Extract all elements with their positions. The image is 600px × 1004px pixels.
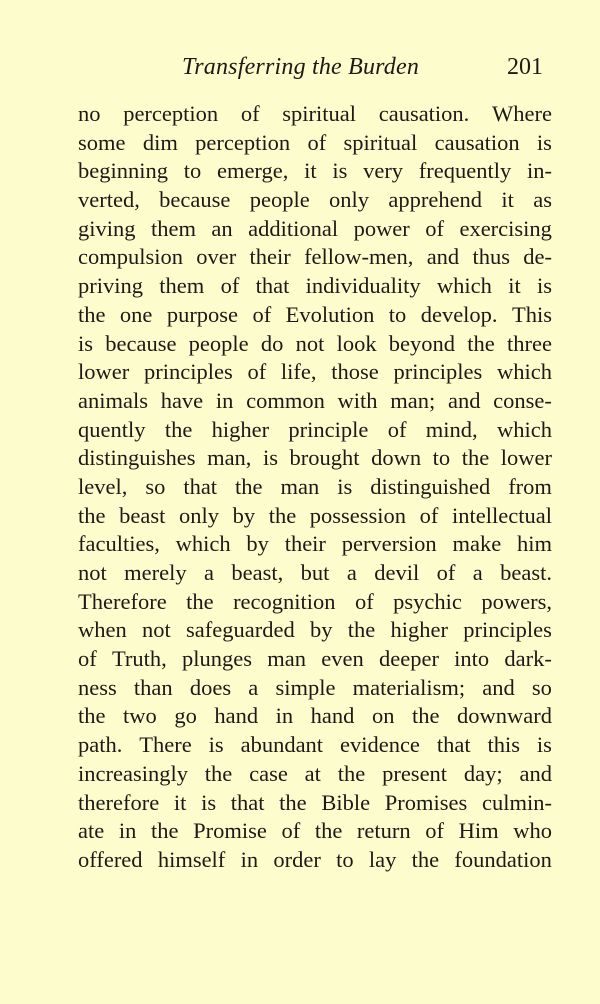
- text-line: path. There is abundant evidence that this is: [78, 732, 552, 758]
- text-line: faculties, which by their perversion make him: [78, 531, 552, 557]
- text-line: the one purpose of Evolution to develop. This: [78, 301, 552, 327]
- text-line: some dim perception of spiritual causation is: [78, 129, 552, 155]
- text-line: beginning to emerge, it is very frequently in-: [78, 158, 552, 184]
- text-line: the two go hand in hand on the downward: [78, 703, 552, 729]
- text-line: increasingly the case at the present day; and: [78, 760, 552, 786]
- text-line: offered himself in order to lay the foundation: [78, 846, 552, 872]
- page-number: 201: [507, 54, 543, 80]
- text-line: ness than does a simple materialism; and so: [78, 674, 552, 700]
- text-line: the beast only by the possession of intellectual: [78, 502, 552, 528]
- text-line: quently the higher principle of mind, which: [78, 416, 552, 442]
- text-line: giving them an additional power of exercising: [78, 215, 552, 241]
- text-line: lower principles of life, those principles which: [78, 359, 552, 385]
- text-line: no perception of spiritual causation. Where: [78, 101, 552, 126]
- text-line: distinguishes man, is brought down to the lower: [78, 445, 552, 471]
- text-line: compulsion over their fellow-men, and thus de-: [78, 244, 552, 270]
- text-line: animals have in common with man; and conse-: [78, 387, 552, 413]
- body-text: [78, 100, 552, 875]
- text-line: priving them of that individuality which it is: [78, 273, 552, 299]
- page-header: [0, 50, 600, 84]
- text-line: Therefore the recognition of psychic powers,: [78, 588, 552, 614]
- text-line: ate in the Promise of the return of Him who: [78, 818, 552, 844]
- text-line: verted, because people only apprehend it as: [78, 187, 552, 213]
- text-line: level, so that the man is distinguished from: [78, 473, 552, 499]
- text-line: when not safeguarded by the higher principles: [78, 617, 552, 643]
- text-line: therefore it is that the Bible Promises culmin-: [78, 789, 552, 815]
- running-title: Transferring the Burden: [182, 54, 420, 80]
- text-line: not merely a beast, but a devil of a beast.: [78, 560, 552, 585]
- text-line: is because people do not look beyond the three: [78, 330, 552, 356]
- text-line: of Truth, plunges man even deeper into dark-: [78, 646, 552, 672]
